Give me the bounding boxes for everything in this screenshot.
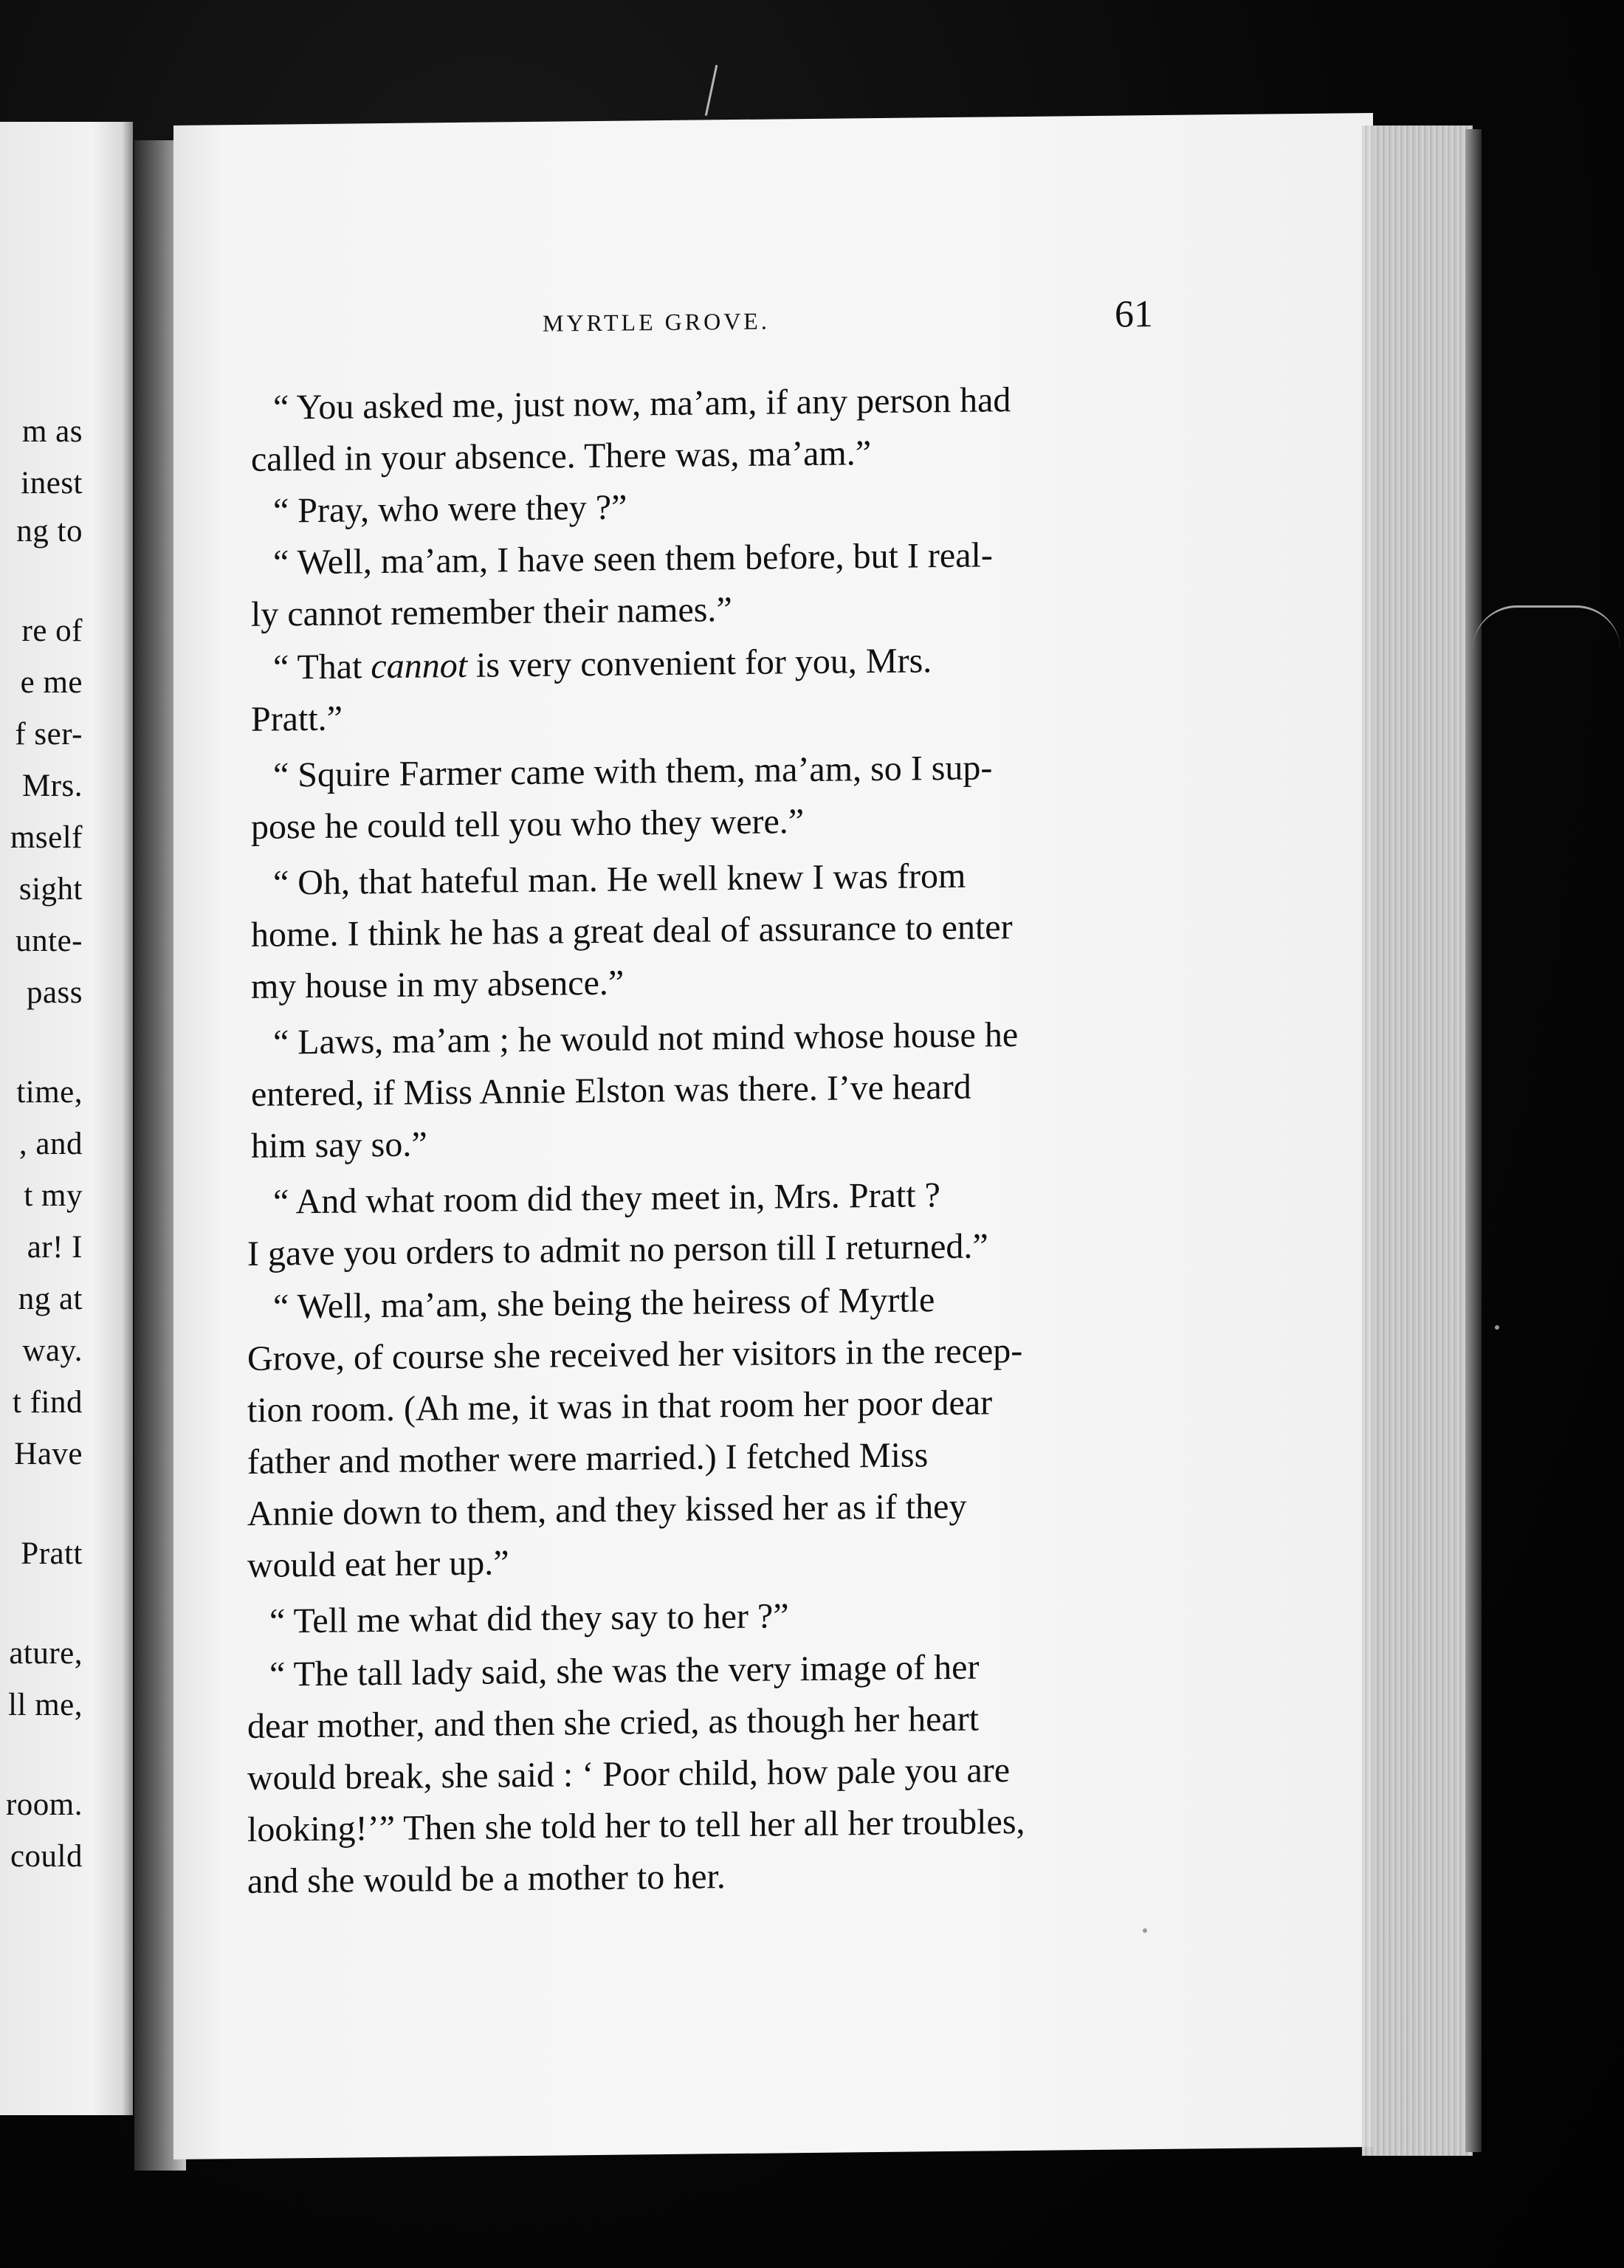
text-line: “ Laws, ma’am ; he would not mind whose house he [273, 1015, 1019, 1062]
running-head: MYRTLE GROVE. [543, 307, 770, 337]
left-page-line: inest [21, 466, 83, 501]
left-page-line: ar! I [27, 1230, 83, 1265]
page-number: 61 [1115, 293, 1153, 336]
text-line: would eat her up.” [247, 1543, 509, 1585]
text-line: “ Well, ma’am, she being the heiress of Myrtle [273, 1280, 935, 1327]
left-page-line: ng at [18, 1282, 83, 1316]
left-page-line: Mrs. [21, 769, 83, 803]
text-line: “ And what room did they meet in, Mrs. Pratt ? [273, 1175, 940, 1222]
left-page-line: m as [21, 414, 83, 449]
text-line: “ Squire Farmer came with them, ma’am, so I sup- [273, 748, 993, 795]
text-line: I gave you orders to admit no person till I returned.” [247, 1226, 988, 1274]
text-line: pose he could tell you who they were.” [251, 802, 805, 847]
specks [1495, 1325, 1499, 1330]
left-page-line: way. [22, 1333, 83, 1368]
text-line: would break, she said : ‘ Poor child, how pale you are [247, 1750, 1011, 1798]
text-line: entered, if Miss Annie Elston was there. I’ve heard [251, 1067, 971, 1114]
left-page-line: re of [21, 614, 83, 648]
page-stack-edge [1362, 126, 1473, 2156]
text-line: “ Pray, who were they ?” [273, 487, 627, 531]
text-line: my house in my absence.” [251, 963, 625, 1006]
text-line: home. I think he has a great deal of assurance to enter [251, 907, 1013, 955]
left-page-line: mself [10, 820, 83, 855]
left-page-line: pass [26, 975, 83, 1010]
text-line: Pratt.” [251, 698, 343, 739]
page-edge-shadow [1465, 129, 1482, 2152]
text-line: “ Tell me what did they say to her ?” [269, 1596, 789, 1641]
text-line: father and mother were married.) I fetched Miss [247, 1435, 929, 1482]
text-line: looking!’” Then she told her to tell her all her troubles, [247, 1801, 1025, 1849]
right-page [173, 113, 1373, 2159]
text-line: called in your absence. There was, ma’am.” [251, 433, 872, 479]
scan-thread [1473, 605, 1620, 667]
text-line: Annie down to them, and they kissed her as if they [247, 1486, 967, 1533]
left-page-line: time, [16, 1075, 83, 1110]
left-facing-page [0, 122, 133, 2115]
text-line: “ You asked me, just now, ma’am, if any person had [273, 380, 1011, 427]
text-line: “ That cannot is very convenient for you, Mrs. [273, 641, 932, 687]
text-line: tion room. (Ah me, it was in that room her poor dear [247, 1383, 993, 1430]
text-line: “ Well, ma’am, I have seen them before, but I real- [273, 535, 993, 583]
left-page-line: could [10, 1839, 83, 1874]
left-page-line: Pratt [21, 1536, 83, 1571]
text-line: ly cannot remember their names.” [251, 590, 732, 634]
left-page-line: Have [14, 1437, 83, 1471]
text-line: him say so.” [251, 1124, 427, 1166]
left-page-line: t my [24, 1178, 83, 1213]
left-page-line: t find [13, 1385, 83, 1420]
text-line: Grove, of course she received her visitors in the recep- [247, 1330, 1023, 1378]
left-page-line: ll me, [8, 1688, 83, 1722]
left-page-line: f ser- [15, 717, 83, 752]
left-page-line: ature, [9, 1636, 83, 1671]
left-page-line: e me [20, 665, 83, 700]
text-line: “ Oh, that hateful man. He well knew I was from [273, 856, 966, 903]
left-page-line: unte- [16, 924, 83, 958]
text-line: dear mother, and then she cried, as though her heart [247, 1699, 980, 1746]
specks [1143, 1928, 1147, 1933]
text-line: and she would be a mother to her. [247, 1857, 726, 1901]
left-page-line: , and [18, 1127, 83, 1161]
left-page-line: ng to [16, 514, 83, 549]
emphasized-word: cannot [371, 645, 468, 687]
text-line: “ The tall lady said, she was the very image of her [269, 1647, 980, 1694]
left-page-line: sight [18, 872, 83, 907]
left-page-line: room. [5, 1787, 83, 1822]
